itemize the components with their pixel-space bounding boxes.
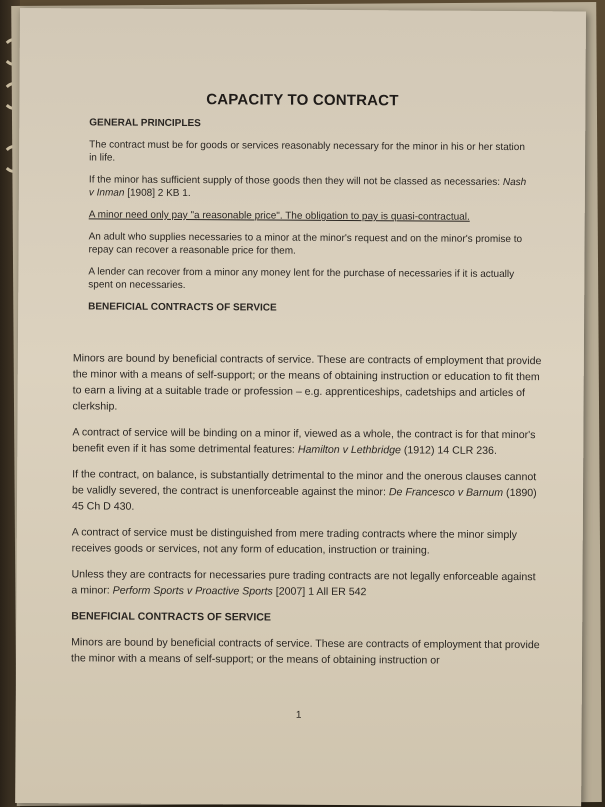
paragraph: Minors are bound by beneficial contracts of service. These are contracts of employment that provide the minor with a means of self-support; or the means of obtaining instruction or education to fit them to earn a living at a suitable trade or profession – e.g. apprenticeships, cadetships and articles of clerkship. [72,352,542,413]
paragraph: A contract of service must be distinguished from mere trading contracts where the minor simply receives goods or services, not any form of education, instruction or training. [71,526,517,557]
paragraph: A lender can recover from a minor any money lent for the purchase of necessaries if it is actually spent on necessaries. [88,266,515,292]
paragraph: If the minor has sufficient supply of those goods then they will not be classed as necessaries: Nash v Inman [1908] 2 KB 1. [88,174,527,200]
paragraph: Unless they are contracts for necessaries pure trading contracts are not legally enforceable against a minor: Perform Sports v Proactive Sports [2007] 1 All ER 542 [71,568,536,599]
document-title: CAPACITY TO CONTRACT [206,91,399,110]
paragraph: A contract of service will be binding on a minor if, viewed as a whole, the contract is for that minor's benefit even if it has some detrimental features: Hamilton v Lethbridge (1912) 14 CLR 236. [72,426,536,457]
page-number: 1 [295,709,302,721]
case-name: Nash v Inman [88,176,527,199]
paragraph: The contract must be for goods or services reasonably necessary for the minor in his or her station in life. [89,139,525,164]
case-name: Hamilton v Lethbridge [297,443,401,457]
case-name: De Francesco v Barnum [388,486,504,499]
paragraph: Minors are bound by beneficial contracts of service. These are contracts of employment that provide the minor with a means of self-support; or the means of obtaining instruction or [70,636,540,667]
lower-content [71,350,543,679]
document-page [15,8,586,806]
paragraph: An adult who supplies necessaries to a minor at the minor's request and on the minor's promise to repay can recover a reasonable price for them. [88,231,523,257]
paragraph: If the contract, on balance, is substantially detrimental to the minor and the onerous clauses cannot be validly severed, the contract is unenforceable against the minor: De Francesco v Barnum (1890) 45 Ch D 430. [71,468,537,513]
section-heading-general: GENERAL PRINCIPLES [89,117,201,130]
case-name: Perform Sports v Proactive Sports [112,584,273,598]
section-heading-beneficial: BENEFICIAL CONTRACTS OF SERVICE [88,301,277,314]
paragraph: A minor need only pay "a reasonable price". The obligation to pay is quasi-contractual. [88,209,470,223]
section-heading-beneficial: BENEFICIAL CONTRACTS OF SERVICE [71,610,272,624]
upper-content [88,116,529,325]
